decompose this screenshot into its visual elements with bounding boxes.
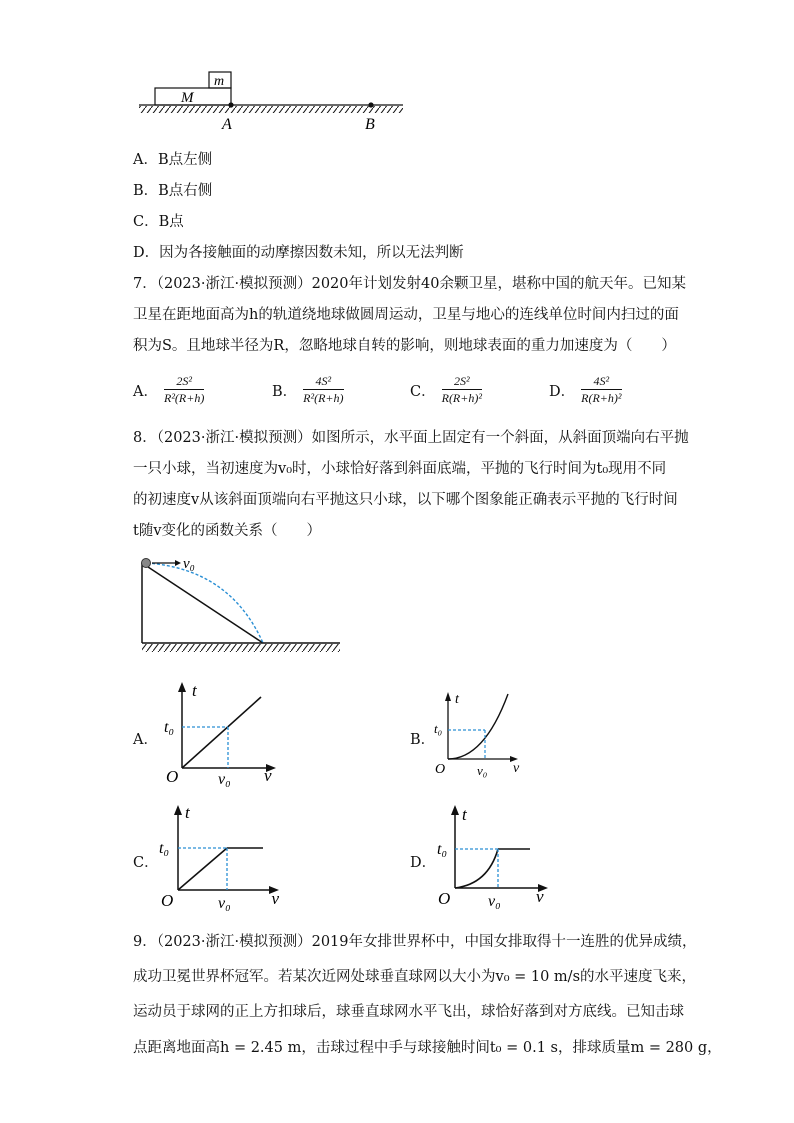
- axis-t: t: [455, 692, 459, 707]
- axis-v: v: [536, 887, 544, 906]
- q8-line-4: t随v变化的函数关系（ ）: [133, 523, 322, 539]
- ball: [142, 559, 151, 568]
- axis-t: t: [185, 803, 190, 822]
- arrow-head: [175, 560, 181, 566]
- axis-v: v: [513, 761, 520, 776]
- q8-line-1: 8．（2023·浙江·模拟预测）如图所示，水平面上固定有一个斜面，从斜面顶端向右平抛: [133, 430, 689, 446]
- q7-option-b: B． $\frac{\text{4S²}}{\text{R²(R+h)}}$: [272, 374, 344, 405]
- graph-line-rising: [178, 848, 227, 890]
- q6-option-a: A．B点左侧: [133, 152, 213, 168]
- q8-line-3: 的初速度v从该斜面顶端向右平抛这只小球，以下哪个图象能正确表示平抛的飞行时间: [133, 492, 678, 508]
- origin-O: O: [435, 762, 446, 777]
- axis-t: t: [462, 805, 467, 824]
- q7-option-d: D． $\frac{\text{4S²}}{\text{R(R+h)²}}$: [549, 374, 622, 405]
- label-v0: v₀: [218, 771, 231, 788]
- q9-line-4: 点距离地面高h = 2.45 m，击球过程中手与球接触时间t₀ = 0.1 s，排球质量m = 280 g，: [133, 1040, 722, 1056]
- incline-figure: [135, 555, 345, 660]
- graph-b: [432, 688, 532, 778]
- axis-t: t: [192, 681, 197, 700]
- q7-option-a: A． $\frac{\text{2S²}}{\text{R²(R+h)}}$: [133, 374, 205, 405]
- point-A: [228, 102, 233, 107]
- label-v0: v₀: [477, 763, 488, 778]
- axis-v: v: [264, 766, 272, 785]
- origin-O: O: [166, 767, 179, 786]
- q7-option-c: C． $\frac{\text{2S²}}{\text{R(R+h)²}}$: [410, 374, 482, 405]
- point-B: [368, 102, 373, 107]
- label-m: m: [214, 74, 225, 89]
- label-A: A: [222, 116, 232, 133]
- label-M: M: [181, 90, 194, 106]
- graph-d: [432, 800, 562, 912]
- origin-O: O: [161, 891, 174, 910]
- graph-a-letter: A．: [133, 732, 158, 748]
- ground-hatch: [142, 644, 340, 652]
- incline-slope: [142, 563, 263, 643]
- q6-option-c: C．B点: [133, 214, 184, 230]
- q9-line-2: 成功卫冕世界杯冠军。若某次近网处球垂直球网以大小为v₀ = 10 m/s的水平速度飞来，: [133, 969, 697, 985]
- q6-option-b: B．B点右侧: [133, 183, 213, 199]
- q7-line-2: 卫星在距地面高为h的轨道绕地球做圆周运动，卫星与地心的连线单位时间内扫过的面: [133, 307, 679, 323]
- graph-c: [155, 800, 285, 918]
- label-t0: t₀: [437, 841, 448, 858]
- q7-line-3: 积为S。且地球半径为R，忽略地球自转的影响，则地球表面的重力加速度为（ ）: [133, 338, 676, 354]
- q7-line-1: 7．（2023·浙江·模拟预测）2020年计划发射40余颗卫星，堪称中国的航天年。已知某: [133, 276, 686, 292]
- graph-curve: [455, 849, 498, 888]
- q6-option-d: D．因为各接触面的动摩擦因数未知，所以无法判断: [133, 245, 464, 261]
- label-B: B: [365, 116, 375, 133]
- label-v0: v₀: [218, 895, 231, 912]
- graph-a: [160, 680, 285, 790]
- graph-c-letter: C．: [133, 855, 159, 871]
- blocks-figure: [133, 68, 413, 134]
- q9-line-1: 9．（2023·浙江·模拟预测）2019年女排世界杯中，中国女排取得十一连胜的优异成绩，: [133, 934, 697, 950]
- graph-d-letter: D．: [410, 855, 437, 871]
- label-t0: t₀: [159, 840, 170, 857]
- label-t0: t₀: [434, 721, 443, 736]
- ground-hatch: [139, 106, 403, 113]
- graph-b-letter: B．: [410, 732, 436, 748]
- axis-v: v: [271, 889, 279, 908]
- graph-line: [182, 697, 261, 768]
- label-v0: v₀: [183, 556, 195, 572]
- origin-O: O: [438, 889, 451, 908]
- q8-line-2: 一只小球，当初速度为v₀时，小球恰好落到斜面底端，平抛的飞行时间为t₀现用不同: [133, 461, 667, 477]
- label-v0: v₀: [488, 893, 501, 910]
- q9-line-3: 运动员于球网的正上方扣球后，球垂直球网水平飞出，球恰好落到对方底线。已知击球: [133, 1004, 684, 1020]
- label-t0: t₀: [164, 719, 175, 736]
